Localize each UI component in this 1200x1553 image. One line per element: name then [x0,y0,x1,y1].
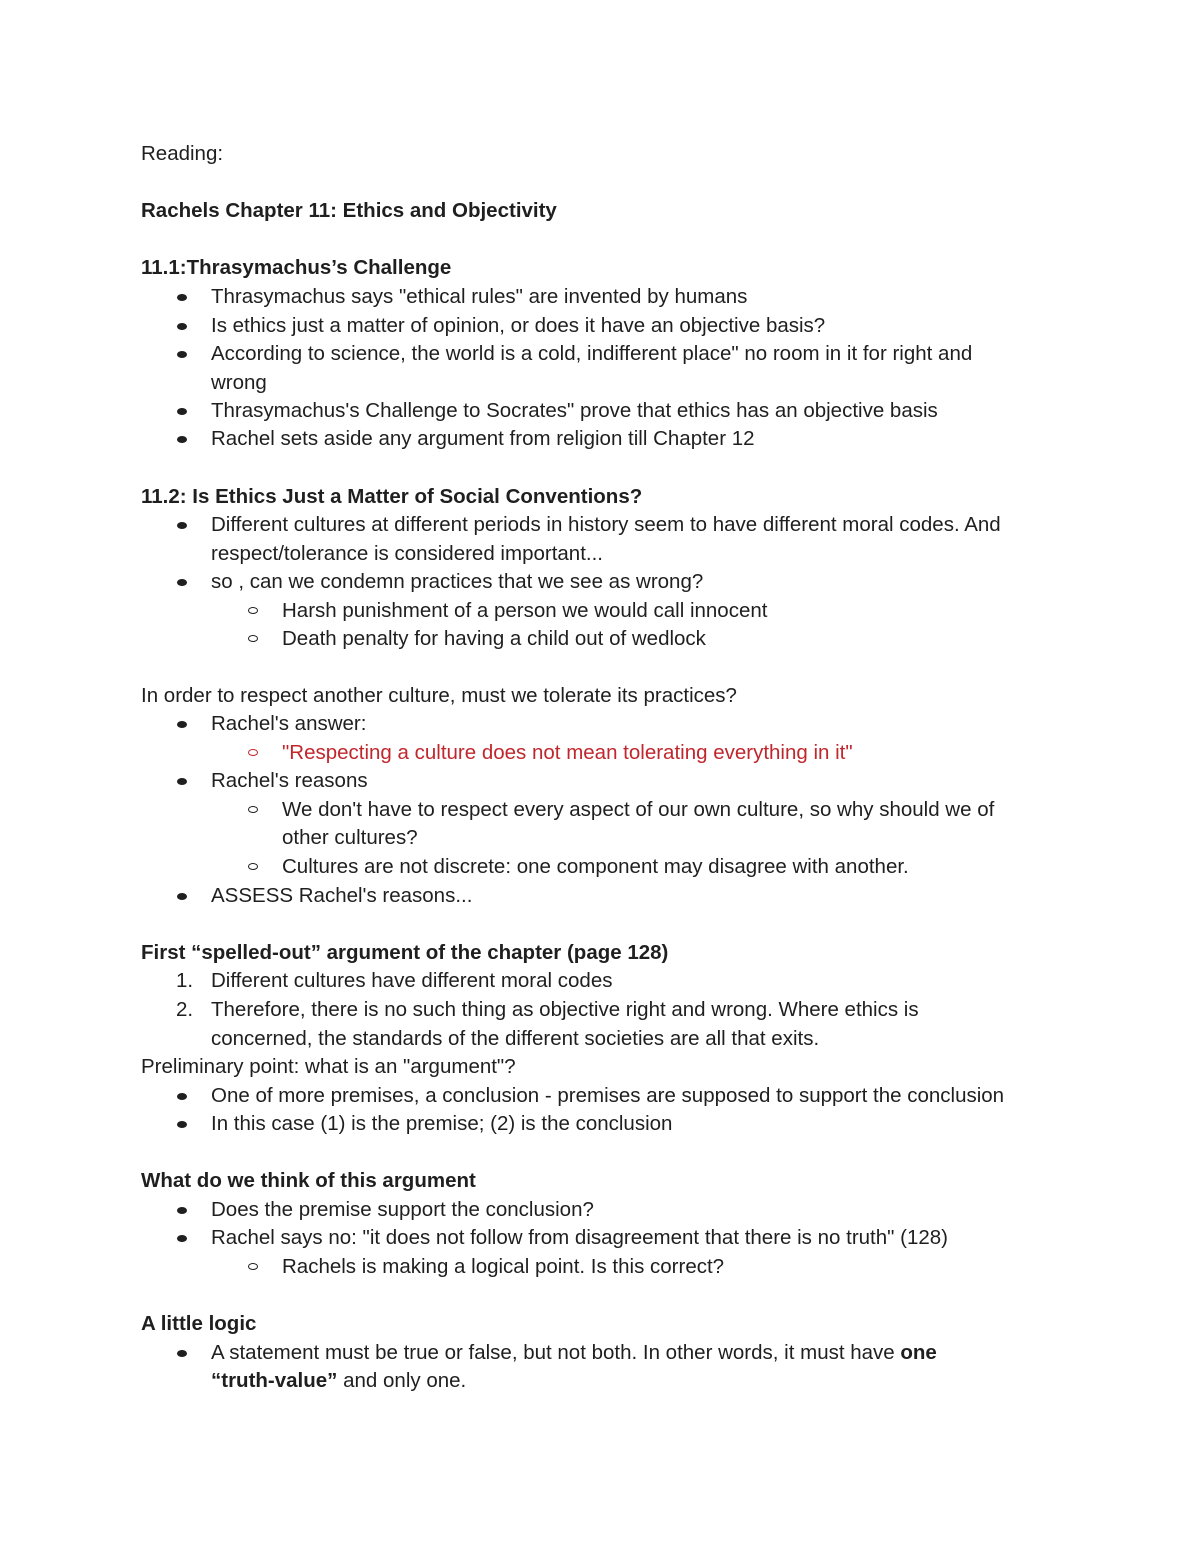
list-number: 2. [176,998,194,1021]
hollow-bullet-icon [248,607,258,614]
answer-quote: "Respecting a culture does not mean tolerating everything in it" [282,741,853,764]
bullet-icon [177,778,187,785]
bullet-icon [177,408,187,415]
list-item-continuation [211,1367,466,1395]
hollow-bullet-icon [248,749,258,756]
list-item: Different cultures at different periods in history seem to have different moral codes. And [211,513,1001,536]
list-item-continuation: respect/tolerance is considered important... [211,542,603,565]
section-heading-11-1: 11.1:Thrasymachus’s Challenge [141,256,452,279]
list-item: Rachel says no: "it does not follow from disagreement that there is no truth" (128) [211,1226,948,1249]
sub-list-item: We don't have to respect every aspect of our own culture, so why should we of [282,798,995,821]
list-item: According to science, the world is a cold, indifferent place" no room in it for right and [211,342,973,365]
section-heading-think: What do we think of this argument [141,1169,476,1192]
sub-list-item-continuation: other cultures? [282,826,418,849]
list-item: Thrasymachus's Challenge to Socrates" prove that ethics has an objective basis [211,399,938,422]
sub-list-item: Death penalty for having a child out of wedlock [282,627,706,650]
bullet-icon [177,1235,187,1242]
list-number: 1. [176,969,194,992]
bullet-icon [177,893,187,900]
list-item: Does the premise support the conclusion? [211,1198,594,1221]
hollow-bullet-icon [248,1263,258,1270]
bullet-icon [177,1093,187,1100]
bullet-icon [177,323,187,330]
sub-list-item: Cultures are not discrete: one component may disagree with another. [282,855,909,878]
list-item-continuation: wrong [211,371,267,394]
sub-list-item: Rachels is making a logical point. Is this correct? [282,1255,725,1278]
bullet-icon [177,436,187,443]
numbered-item-continuation: concerned, the standards of the different societies are all that exits. [211,1027,820,1050]
list-item: Is ethics just a matter of opinion, or does it have an objective basis? [211,314,826,337]
preliminary-point: Preliminary point: what is an "argument"? [141,1055,516,1078]
bullet-icon [177,294,187,301]
list-item: Rachel's answer: [211,712,367,735]
list-item: One of more premises, a conclusion - premises are supposed to support the conclusion [211,1084,1005,1107]
bullet-icon [177,721,187,728]
numbered-item: Different cultures have different moral codes [211,969,613,992]
logic-bold-one: one [900,1341,937,1364]
reading-label: Reading: [141,142,224,165]
hollow-bullet-icon [248,863,258,870]
list-item: so , can we condemn practices that we see as wrong? [211,570,704,593]
sub-list-item: Harsh punishment of a person we would call innocent [282,599,768,622]
bullet-icon [177,1207,187,1214]
logic-text: A statement must be true or false, but not both. In other words, it must have [211,1341,901,1364]
list-item: Rachel sets aside any argument from religion till Chapter 12 [211,427,755,450]
list-item: In this case (1) is the premise; (2) is the conclusion [211,1112,673,1135]
bullet-icon [177,351,187,358]
section-heading-logic: A little logic [141,1312,257,1335]
bullet-icon [177,1121,187,1128]
list-item: ASSESS Rachel's reasons... [211,884,473,907]
logic-bold-truth-value: “truth-value” [211,1369,338,1392]
section-heading-11-2: 11.2: Is Ethics Just a Matter of Social Conventions? [141,485,643,508]
section-heading-argument: First “spelled-out” argument of the chapter (page 128) [141,941,669,964]
chapter-title: Rachels Chapter 11: Ethics and Objectivity [141,199,557,222]
list-item: Thrasymachus says "ethical rules" are invented by humans [211,285,748,308]
hollow-bullet-icon [248,635,258,642]
hollow-bullet-icon [248,806,258,813]
bullet-icon [177,522,187,529]
bullet-icon [177,579,187,586]
list-item [211,1339,937,1367]
question-paragraph: In order to respect another culture, must we tolerate its practices? [141,684,737,707]
numbered-item: Therefore, there is no such thing as objective right and wrong. Where ethics is [211,998,919,1021]
bullet-icon [177,1350,187,1357]
logic-text: and only one. [337,1369,467,1392]
list-item: Rachel's reasons [211,769,368,792]
